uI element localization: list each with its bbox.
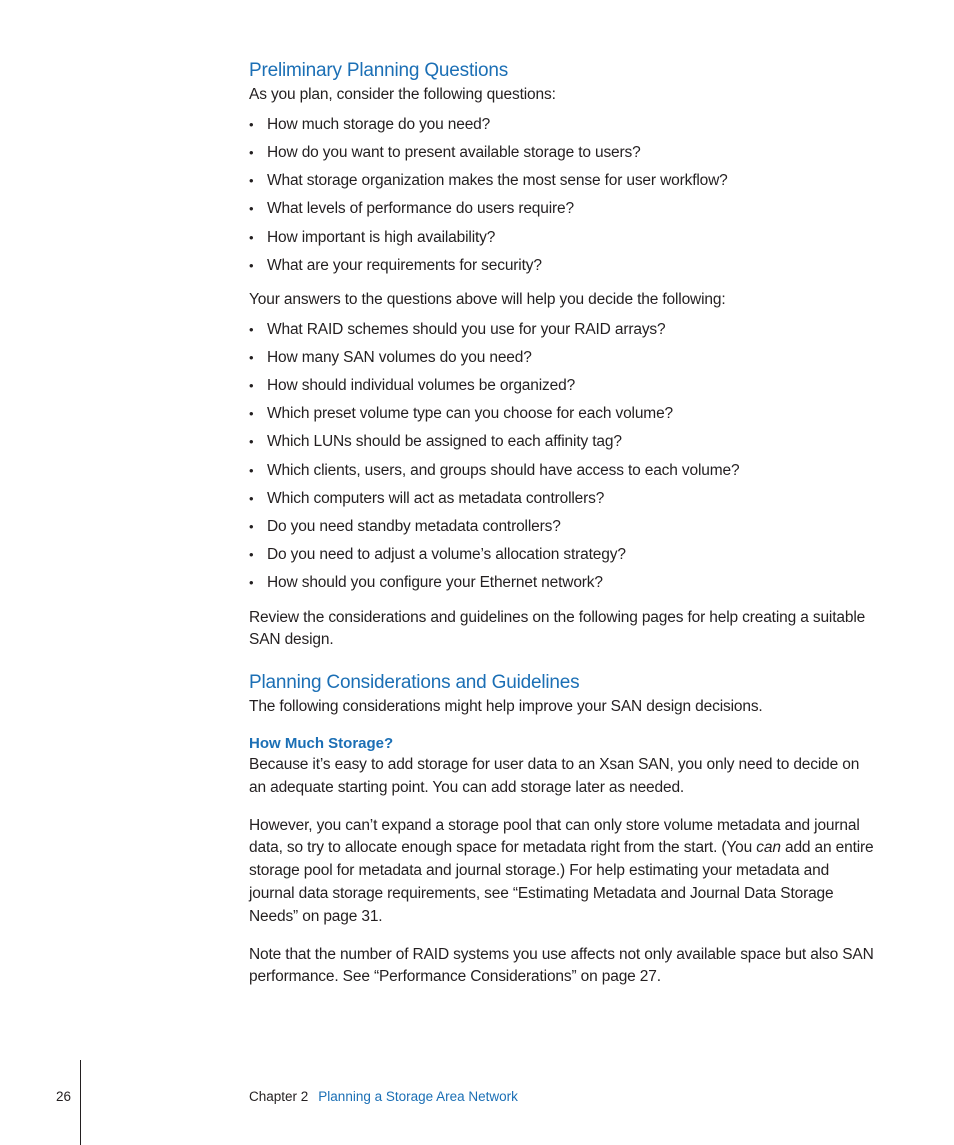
list-item: • Which preset volume type can you choose for each volume? xyxy=(249,403,874,431)
chapter-title: Planning a Storage Area Network xyxy=(318,1089,518,1104)
list-item: • Which LUNs should be assigned to each affinity tag? xyxy=(249,431,874,459)
followup-text: Your answers to the questions above will help you decide the following: xyxy=(249,290,726,308)
list-item: • Do you need to adjust a volume’s allocation strategy? xyxy=(249,544,874,572)
chapter-label: Chapter 2 xyxy=(249,1089,309,1104)
bullet-icon: • xyxy=(249,257,254,273)
list-item: • How important is high availability? xyxy=(249,227,874,255)
bullet-icon: • xyxy=(249,462,254,478)
review-text: Review the considerations and guidelines on the following pages for help creating a suitable SAN design. xyxy=(249,608,866,649)
list-item: • How many SAN volumes do you need? xyxy=(249,347,874,375)
bullet-icon: • xyxy=(249,378,254,394)
footer-chapter xyxy=(249,1088,518,1106)
bullet-icon: • xyxy=(249,519,254,535)
list-item: • How should you configure your Ethernet network? xyxy=(249,572,874,600)
list-item: • How should individual volumes be organized? xyxy=(249,375,874,403)
list-item: • How much storage do you need? xyxy=(249,114,874,142)
bullet-icon: • xyxy=(249,173,254,189)
section-intro: As you plan, consider the following questions: xyxy=(249,86,556,103)
list-item: • Which clients, users, and groups should have access to each volume? xyxy=(249,460,874,488)
section-title-considerations: Planning Considerations and Guidelines xyxy=(249,672,580,694)
list-item: • How do you want to present available storage to users? xyxy=(249,142,874,170)
bullet-icon: • xyxy=(249,321,254,337)
list-item: • What levels of performance do users require? xyxy=(249,198,874,226)
page-number: 26 xyxy=(56,1089,72,1104)
bullet-icon: • xyxy=(249,406,254,422)
footer-divider xyxy=(80,1060,81,1145)
bullet-icon: • xyxy=(249,116,254,132)
storage-paragraph-1: Because it’s easy to add storage for user data to an Xsan SAN, you only need to decide on an adequate starting point. You can add storage later as needed. xyxy=(249,755,860,796)
bullet-icon: • xyxy=(249,547,254,563)
list-item: • What storage organization makes the most sense for user workflow? xyxy=(249,170,874,198)
bullet-icon: • xyxy=(249,434,254,450)
page-content xyxy=(249,58,874,989)
list-item: • Do you need standby metadata controllers? xyxy=(249,516,874,544)
storage-paragraph-2: However, you can’t expand a storage pool that can only store volume metadata and journal data, so try to allocate enough space for metadata right from the start. (You can add an entire storage pool for metadata and journal storage.) For help estimating your metadata and journal data storage requirements, see “Estimating Metadata and Journal Data Storage Needs” on page 31. xyxy=(249,816,874,925)
bullet-icon: • xyxy=(249,201,254,217)
section-title-preliminary: Preliminary Planning Questions xyxy=(249,60,509,81)
bullet-icon: • xyxy=(249,229,254,245)
bullet-icon: • xyxy=(249,575,254,591)
bullet-icon: • xyxy=(249,144,254,160)
subsection-title-storage: How Much Storage? xyxy=(249,734,394,752)
emphasis-can: can xyxy=(756,839,781,857)
list-item: • What RAID schemes should you use for your RAID arrays? xyxy=(249,319,874,347)
decisions-list xyxy=(249,319,874,601)
bullet-icon: • xyxy=(249,349,254,365)
bullet-icon: • xyxy=(249,490,254,506)
list-item: • Which computers will act as metadata controllers? xyxy=(249,488,874,516)
storage-paragraph-3: Note that the number of RAID systems you use affects not only available space but also SAN performance. See “Performance Considerations” on page 27. xyxy=(249,945,874,986)
list-item: • What are your requirements for security? xyxy=(249,255,874,283)
questions-list xyxy=(249,114,874,283)
section-intro: The following considerations might help improve your SAN design decisions. xyxy=(249,698,763,716)
